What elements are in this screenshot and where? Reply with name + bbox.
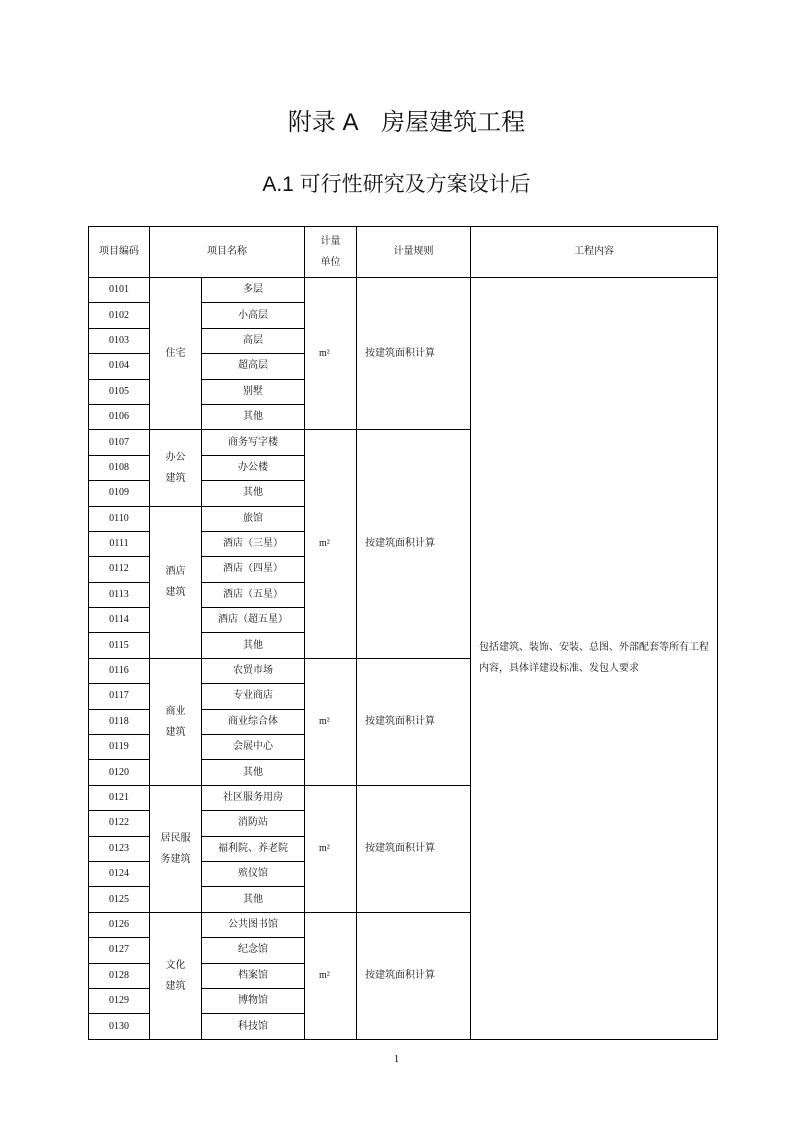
item-code-cell: 0130 — [89, 1014, 150, 1039]
category-label-line: 建筑 — [165, 980, 186, 992]
item-code-cell: 0103 — [89, 328, 150, 353]
item-name-cell: 其他 — [202, 887, 305, 912]
item-name-cell: 农贸市场 — [202, 658, 305, 683]
item-code-cell: 0114 — [89, 608, 150, 633]
item-code-cell: 0105 — [89, 379, 150, 404]
page-subtitle: A.1 可行性研究及方案设计后 — [262, 173, 531, 196]
item-name-cell: 会展中心 — [202, 735, 305, 760]
category-label-line: 办公 — [165, 451, 186, 463]
category-cell — [150, 912, 202, 1039]
item-name-cell: 别墅 — [202, 379, 305, 404]
unit-cell: m² — [305, 278, 357, 430]
item-name-cell: 其他 — [202, 633, 305, 658]
category-label-line: 文化 — [165, 959, 186, 971]
item-name-cell: 超高层 — [202, 354, 305, 379]
item-code-cell: 0121 — [89, 785, 150, 810]
category-label-line: 商业 — [165, 705, 186, 717]
item-name-cell: 社区服务用房 — [202, 785, 305, 810]
item-name-cell: 档案馆 — [202, 963, 305, 988]
item-name-cell: 多层 — [202, 278, 305, 303]
unit-cell: m² — [305, 785, 357, 912]
header-unit-line: 计量 — [320, 236, 341, 247]
item-code-cell: 0108 — [89, 455, 150, 480]
item-name-cell: 商务写字楼 — [202, 430, 305, 455]
header-code: 项目编码 — [89, 227, 150, 278]
item-name-cell: 酒店（超五星） — [202, 608, 305, 633]
item-code-cell: 0102 — [89, 303, 150, 328]
item-code-cell: 0101 — [89, 278, 150, 303]
item-code-cell: 0120 — [89, 760, 150, 785]
item-code-cell: 0113 — [89, 582, 150, 607]
rule-cell: 按建筑面积计算 — [357, 785, 471, 912]
item-code-cell: 0111 — [89, 531, 150, 556]
item-name-cell: 公共图书馆 — [202, 912, 305, 937]
item-name-cell: 其他 — [202, 404, 305, 429]
item-code-cell: 0128 — [89, 963, 150, 988]
header-rule: 计量规则 — [357, 227, 471, 278]
category-cell — [150, 430, 202, 506]
item-code-cell: 0122 — [89, 811, 150, 836]
item-code-cell: 0107 — [89, 430, 150, 455]
header-unit-line: 单位 — [320, 257, 341, 268]
item-code-cell: 0112 — [89, 557, 150, 582]
category-label-line: 居民服 — [160, 832, 191, 844]
item-name-cell: 办公楼 — [202, 455, 305, 480]
table-header — [89, 227, 718, 278]
category-label-line: 务建筑 — [160, 853, 191, 865]
content-cell: 包括建筑、装饰、安装、总图、外部配套等所有工程内容，具体详建设标准、发包人要求 — [471, 278, 718, 1040]
item-code-cell: 0123 — [89, 836, 150, 861]
category-label-line: 建筑 — [165, 472, 186, 484]
category-cell — [150, 785, 202, 912]
table-header-row — [89, 227, 718, 278]
category-label-line: 建筑 — [165, 587, 186, 599]
rule-cell: 按建筑面积计算 — [357, 912, 471, 1039]
item-code-cell: 0106 — [89, 404, 150, 429]
item-name-cell: 小高层 — [202, 303, 305, 328]
item-name-cell: 纪念馆 — [202, 938, 305, 963]
item-code-cell: 0117 — [89, 684, 150, 709]
item-name-cell: 酒店（四星） — [202, 557, 305, 582]
header-content: 工程内容 — [471, 227, 718, 278]
item-code-cell: 0119 — [89, 735, 150, 760]
item-name-cell: 其他 — [202, 760, 305, 785]
item-name-cell: 酒店（五星） — [202, 582, 305, 607]
item-code-cell: 0126 — [89, 912, 150, 937]
rule-cell: 按建筑面积计算 — [357, 278, 471, 430]
item-code-cell: 0104 — [89, 354, 150, 379]
item-name-cell: 殡仪馆 — [202, 861, 305, 886]
item-name-cell: 福利院、养老院 — [202, 836, 305, 861]
category-cell — [150, 506, 202, 658]
category-label-line: 住宅 — [165, 348, 186, 360]
item-code-cell: 0109 — [89, 481, 150, 506]
item-code-cell: 0129 — [89, 988, 150, 1013]
rule-cell: 按建筑面积计算 — [357, 658, 471, 785]
item-name-cell: 专业商店 — [202, 684, 305, 709]
item-code-cell: 0118 — [89, 709, 150, 734]
item-name-cell: 商业综合体 — [202, 709, 305, 734]
item-code-cell: 0124 — [89, 861, 150, 886]
category-cell — [150, 278, 202, 430]
item-name-cell: 博物馆 — [202, 988, 305, 1013]
header-name: 项目名称 — [150, 227, 305, 278]
item-code-cell: 0125 — [89, 887, 150, 912]
unit-cell: m² — [305, 658, 357, 785]
header-unit — [305, 227, 357, 278]
item-name-cell: 酒店（三星） — [202, 531, 305, 556]
unit-cell: m² — [305, 430, 357, 659]
category-label-line: 酒店 — [165, 566, 186, 578]
item-name-cell: 其他 — [202, 481, 305, 506]
page-number: 1 — [393, 1053, 400, 1065]
item-name-cell: 旅馆 — [202, 506, 305, 531]
item-code-cell: 0116 — [89, 658, 150, 683]
table-row — [89, 278, 718, 303]
unit-cell: m² — [305, 912, 357, 1039]
item-code-cell: 0110 — [89, 506, 150, 531]
rule-cell: 按建筑面积计算 — [357, 430, 471, 659]
item-code-cell: 0115 — [89, 633, 150, 658]
item-code-cell: 0127 — [89, 938, 150, 963]
item-name-cell: 科技馆 — [202, 1014, 305, 1039]
item-name-cell: 高层 — [202, 328, 305, 353]
category-label-line: 建筑 — [165, 726, 186, 738]
building-works-table — [88, 226, 718, 1040]
table-body — [89, 278, 718, 1040]
item-name-cell: 消防站 — [202, 811, 305, 836]
page-title: 附录 A 房屋建筑工程 — [287, 109, 526, 136]
category-cell — [150, 658, 202, 785]
